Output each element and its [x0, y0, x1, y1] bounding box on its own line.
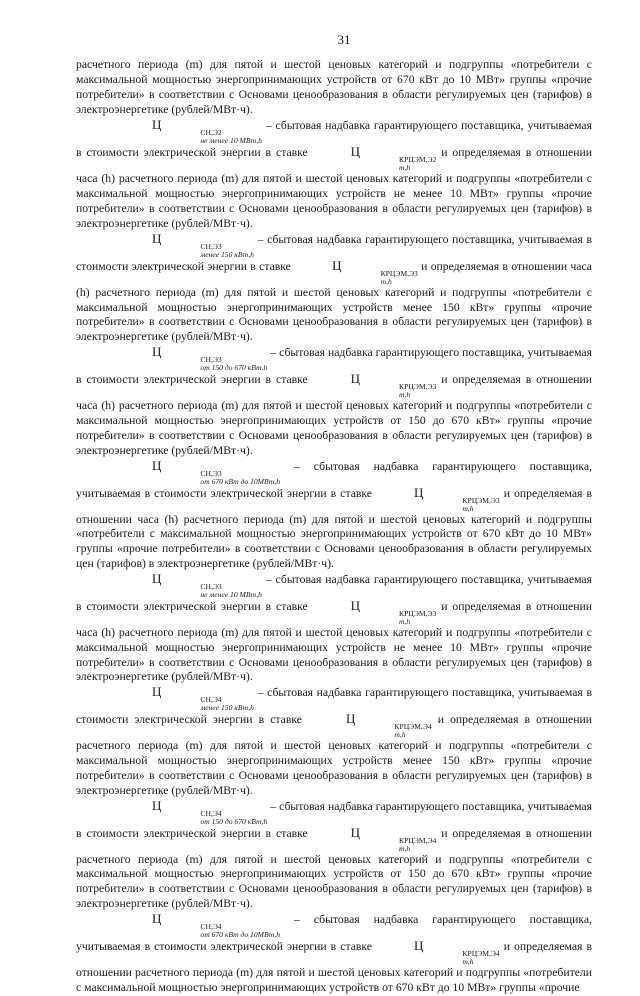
- rate-symbol: [313, 826, 437, 853]
- symbol-base: Ц: [152, 457, 162, 473]
- rate-symbol: [376, 939, 500, 966]
- definition-paragraph: [76, 912, 592, 996]
- rate-superscript: КРЦЭМ,Э4: [394, 722, 432, 732]
- rate-subscript: m,h: [399, 390, 411, 400]
- rate-indices: [361, 156, 436, 172]
- rate-base: Ц: [350, 597, 361, 613]
- rate-symbol: [313, 599, 437, 626]
- symbol-indices: [162, 810, 267, 826]
- tariff-symbol: [114, 685, 254, 712]
- page-number: 31: [337, 32, 351, 47]
- definition-text-b: и определяемая в отношении расчетного периода (m) для пятой и шестой ценовых категорий и подгруппы «потребители с максимальной мощностью энергопринимающих устройств от 150 до 670 кВт» группы «прочие потребители» в соответствии с Основами ценообразования в области регулируемых цен (тарифов) в электроэнергетике (рублей/МВт·ч).: [76, 826, 592, 911]
- definition-text-b: и определяемая в отношении часа (h) расчетного периода (m) для пятой и шестой ценовых категорий и подгруппы «потребители с максимальной мощностью энергопринимающих устройств не менее 10 МВт» группы «прочие потребители» в соответствии с Основами ценообразования в области регулируемых цен (тарифов) в электроэнергетике (рублей/МВт·ч).: [76, 146, 592, 230]
- definition-text-b: и определяемая в отношении расчетного периода (m) для пятой и шестой ценовых категорий и подгруппы «потребители с максимальной мощностью энергопринимающих устройств от 670 кВт до 10 МВт» группы «прочие: [76, 940, 592, 994]
- symbol-subscript: менее 150 кВт,h: [200, 249, 254, 259]
- symbol-superscript: СН,Э3: [200, 355, 222, 365]
- rate-subscript: m,h: [462, 503, 474, 513]
- symbol-base: Ц: [152, 797, 162, 813]
- symbol-indices: [162, 470, 280, 486]
- symbol-superscript: СН,Э3: [200, 468, 222, 478]
- rate-superscript: КРЦЭМ,Э3: [399, 382, 437, 392]
- definition-text-a: – сбытовая надбавка гарантирующего поставщика, учитываемая в стоимости электрической энергии в ставке: [76, 913, 592, 953]
- tariff-symbol: [114, 912, 280, 939]
- symbol-subscript: не менее 10 МВт,h: [200, 136, 262, 146]
- tariff-symbol: [114, 118, 262, 145]
- rate-superscript: КРЦЭМ,Э3: [380, 268, 418, 278]
- symbol-base: Ц: [152, 684, 162, 700]
- tariff-symbol: [114, 459, 280, 486]
- definition-text-a: – сбытовая надбавка гарантирующего поставщика, учитываемая в стоимости электрической энергии в ставке: [76, 346, 592, 387]
- rate-indices: [424, 497, 499, 513]
- rate-indices: [424, 950, 499, 966]
- rate-indices: [361, 610, 436, 626]
- definition-paragraph: [76, 118, 592, 231]
- rate-symbol: [313, 372, 437, 399]
- rate-subscript: m,h: [462, 957, 474, 966]
- symbol-subscript: от 150 до 670 кВт,h: [200, 816, 268, 826]
- tariff-symbol: [114, 799, 267, 826]
- symbol-indices: [162, 243, 254, 259]
- rate-indices: [356, 723, 431, 739]
- intro-paragraph: расчетного периода (m) для пятой и шестой ценовых категорий и подгруппы «потребители с максимальной мощностью энергопринимающих устройств от 670 кВт до 10 МВт» группы «прочие потребители» в соответствии с Основами ценообразования в области регулируемых цен (тарифов) в электроэнергетике (рублей/МВт·ч).: [76, 58, 592, 116]
- symbol-indices: [162, 923, 280, 939]
- rate-superscript: КРЦЭМ,Э2: [399, 155, 437, 165]
- definition-paragraph: [76, 459, 592, 572]
- rate-subscript: m,h: [399, 616, 411, 626]
- rate-base: Ц: [346, 711, 356, 727]
- definition-text-b: и определяемая в отношении часа (h) расчетного периода (m) для пятой и шестой ценовых категорий и подгруппы «потребители с максимальной мощностью энергопринимающих устройств не менее 10 МВт» группы «прочие потребители» в соответствии с Основами ценообразования в области регулируемых цен (тарифов) в электроэнергетике (рублей/МВт·ч).: [76, 599, 592, 684]
- symbol-indices: [162, 129, 262, 145]
- rate-symbol: [294, 259, 418, 286]
- rate-superscript: КРЦЭМ,Э3: [462, 495, 500, 505]
- symbol-indices: [162, 356, 267, 372]
- definition-text-a: – сбытовая надбавка гарантирующего поставщика, учитываемая в стоимости электрической энергии в ставке: [76, 572, 592, 613]
- definition-text-b: и определяемая в отношении часа (h) расчетного периода (m) для пятой и шестой ценовых категорий и подгруппы «потребители с максимальной мощностью энергопринимающих устройств от 150 до 670 кВт» группы «прочие потребители» в соответствии с Основами ценообразования в области регулируемых цен (тарифов) в электроэнергетике (рублей/МВт·ч).: [76, 373, 592, 457]
- rate-symbol: [308, 712, 432, 739]
- definition-text-a: – сбытовая надбавка гарантирующего поставщика, учитываемая в стоимости электрической энергии в ставке: [76, 119, 592, 160]
- definition-text-b: и определяемая в отношении часа (h) расчетного периода (m) для пятой и шестой ценовых категорий и подгруппы «потребители с максимальной мощностью энергопринимающих устройств от 670 кВт до 10 МВт» группы «прочие потребители» в соответствии с Основами ценообразования в области регулируемых цен (тарифов) в электроэнергетике (рублей/МВт·ч).: [76, 486, 592, 571]
- symbol-indices: [162, 583, 262, 599]
- symbol-subscript: от 150 до 670 кВт,h: [200, 363, 268, 373]
- symbol-subscript: от 670 кВт до 10МВт,h: [200, 476, 281, 486]
- rate-base: Ц: [350, 371, 361, 387]
- symbol-subscript: менее 150 кВт,h: [200, 703, 254, 713]
- tariff-symbol: [114, 232, 254, 259]
- rate-indices: [361, 837, 436, 853]
- symbol-superscript: СН,Э2: [200, 128, 222, 138]
- rate-symbol: [313, 145, 437, 172]
- symbol-superscript: СН,Э3: [200, 241, 222, 251]
- rate-base: Ц: [414, 484, 424, 500]
- rate-subscript: m,h: [380, 276, 392, 286]
- rate-symbol: [376, 486, 500, 513]
- rate-base: Ц: [414, 938, 424, 953]
- symbol-superscript: СН,Э4: [200, 922, 222, 931]
- symbol-superscript: СН,Э3: [200, 581, 222, 591]
- symbol-base: Ц: [152, 230, 162, 246]
- rate-superscript: КРЦЭМ,Э3: [399, 608, 437, 618]
- symbol-indices: [162, 696, 254, 712]
- rate-indices: [361, 383, 436, 399]
- rate-subscript: m,h: [399, 163, 411, 173]
- rate-superscript: КРЦЭМ,Э4: [462, 949, 500, 958]
- symbol-subscript: не менее 10 МВт,h: [200, 589, 262, 599]
- definition-paragraph: [76, 572, 592, 685]
- definitions-list: [76, 118, 592, 995]
- definition-text-b: и определяемая в отношении расчетного периода (m) для пятой и шестой ценовых категорий и подгруппы «потребители с максимальной мощностью энергопринимающих устройств менее 150 кВт» группы «прочие потребители» в соответствии с Основами ценообразования в области регулируемых цен (тарифов) в электроэнергетике (рублей/МВт·ч).: [76, 713, 592, 797]
- rate-superscript: КРЦЭМ,Э4: [399, 835, 437, 845]
- symbol-superscript: СН,Э4: [200, 695, 222, 705]
- definition-paragraph: [76, 232, 592, 345]
- symbol-base: Ц: [152, 344, 162, 360]
- tariff-symbol: [114, 345, 267, 372]
- definition-text-a: – сбытовая надбавка гарантирующего поставщика, учитываемая в стоимости электрической энергии в ставке: [76, 232, 592, 273]
- definition-text-a: – сбытовая надбавка гарантирующего поставщика, учитываемая в стоимости электрической энергии в ставке: [76, 686, 592, 727]
- definition-paragraph: [76, 345, 592, 458]
- rate-indices: [343, 270, 418, 286]
- rate-base: Ц: [350, 824, 361, 840]
- rate-subscript: m,h: [399, 843, 411, 853]
- symbol-base: Ц: [152, 570, 162, 586]
- tariff-symbol: [114, 572, 262, 599]
- symbol-base: Ц: [152, 117, 162, 133]
- symbol-base: Ц: [152, 911, 162, 926]
- symbol-superscript: СН,Э4: [200, 808, 222, 818]
- definition-text-a: – сбытовая надбавка гарантирующего поставщика, учитываемая в стоимости электрической энергии в ставке: [76, 799, 592, 840]
- definition-text-a: – сбытовая надбавка гарантирующего поставщика, учитываемая в стоимости электрической энергии в ставке: [76, 459, 592, 500]
- rate-base: Ц: [350, 144, 361, 160]
- symbol-subscript: от 670 кВт до 10МВт,h: [200, 930, 281, 939]
- definition-text-b: и определяемая в отношении часа (h) расчетного периода (m) для пятой и шестой ценовых категорий и подгруппы «потребители с максимальной мощностью энергопринимающих устройств менее 150 кВт» группы «прочие потребители» в соответствии с Основами ценообразования в области регулируемых цен (тарифов) в электроэнергетике (рублей/МВт·ч).: [76, 259, 592, 344]
- rate-base: Ц: [332, 257, 342, 273]
- rate-subscript: m,h: [394, 730, 406, 740]
- definition-paragraph: [76, 799, 592, 912]
- definition-paragraph: [76, 685, 592, 798]
